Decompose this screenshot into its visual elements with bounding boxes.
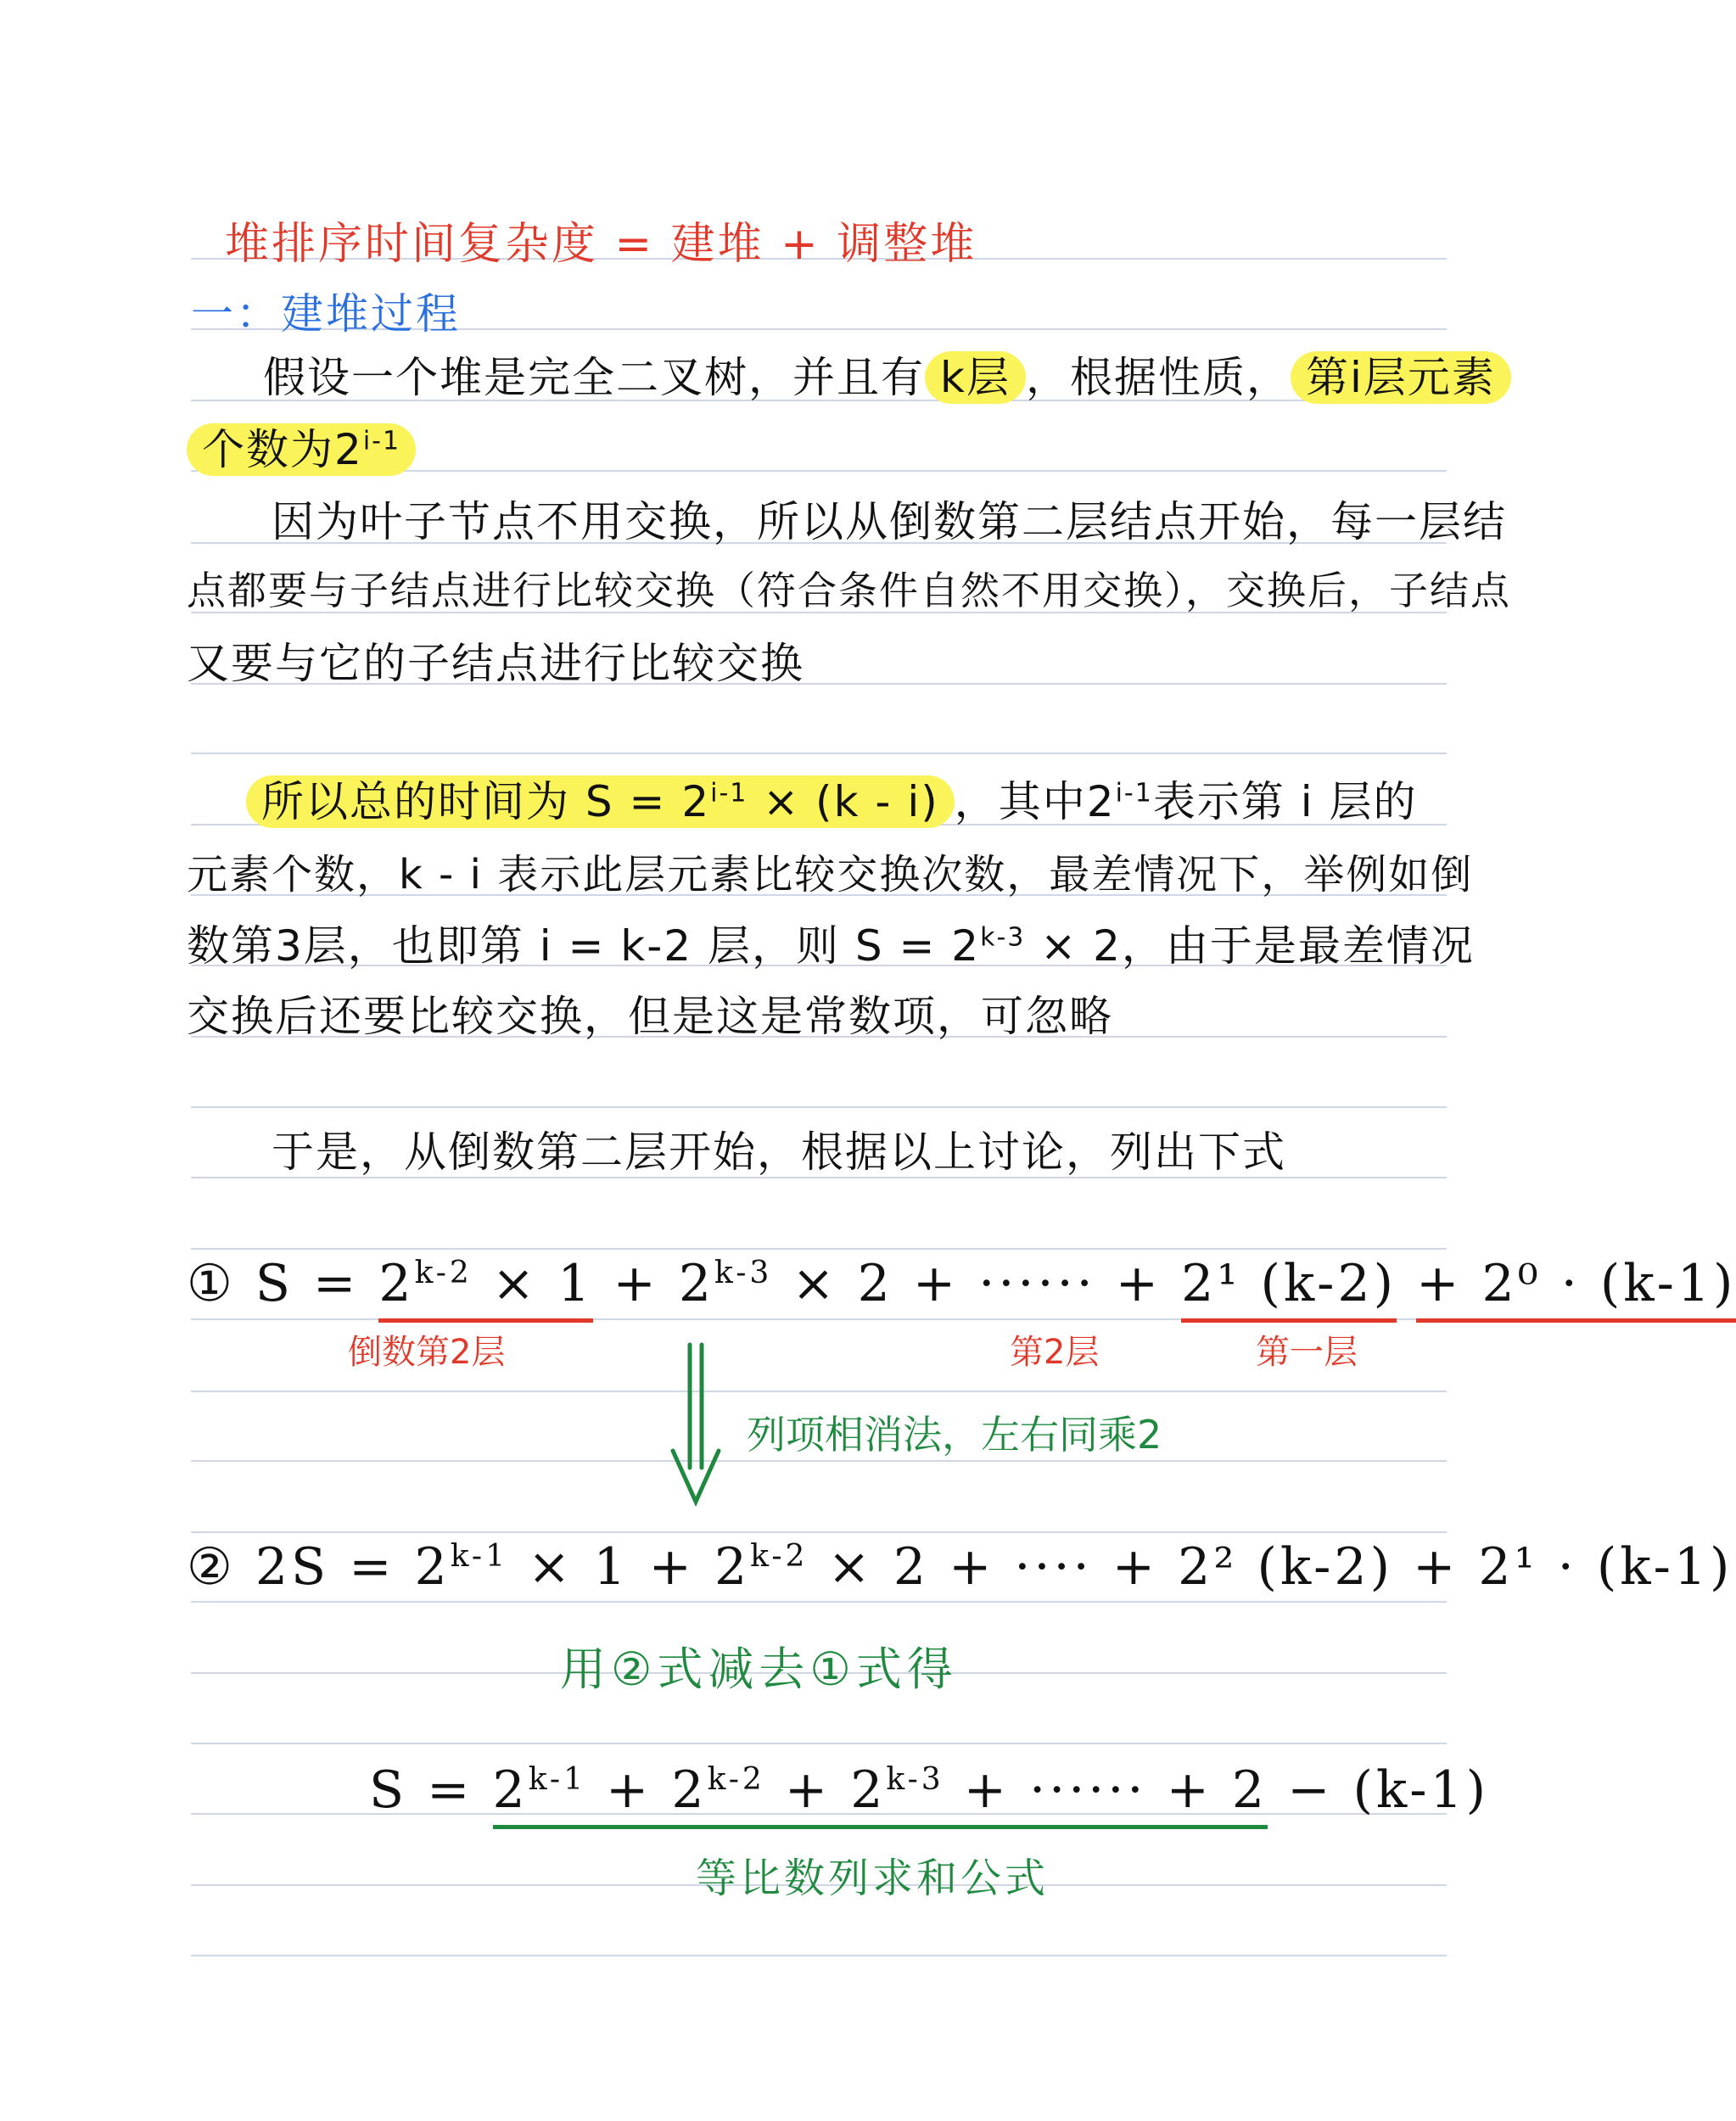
highlight-layer-i: 第i层元素 <box>1291 351 1511 404</box>
note-geometric-sum: 等比数列求和公式 <box>696 1855 1050 1902</box>
eq-label: ① S = <box>187 1254 379 1313</box>
eq1-term-first-layer: + 2⁰ · (k-1) <box>1416 1254 1736 1323</box>
exponent: k-1 <box>450 1539 508 1574</box>
text: ② 2S = 2 <box>187 1537 451 1597</box>
page-title: 堆排序时间复杂度 = 建堆 + 调整堆 <box>225 219 977 270</box>
eq-label: S = <box>369 1760 493 1820</box>
exponent: i-1 <box>1115 778 1153 809</box>
text: × 2，由于是最差情况 <box>1025 921 1475 971</box>
eq1-term-second-layer: 2¹ (k-2) <box>1181 1254 1397 1323</box>
exponent: i-1 <box>362 426 401 456</box>
text: 2 <box>492 1760 529 1820</box>
equation-2 <box>187 1537 1733 1597</box>
equation-1 <box>187 1254 1736 1313</box>
text: 所以总的时间为 S = 2 <box>261 777 711 826</box>
text: ，其中2 <box>954 777 1116 826</box>
text: 个数为2 <box>202 425 363 474</box>
text: − (k-1) <box>1268 1760 1490 1820</box>
paragraph-3-line-1 <box>246 768 1418 829</box>
text: + 2 <box>764 1760 887 1820</box>
text: × 2 + ···· + 2² (k-2) + 2¹ · (k-1) <box>808 1537 1733 1597</box>
paragraph-3-line-2: 元素个数，k - i 表示此层元素比较交换次数，最差情况下，举例如倒 <box>187 851 1474 898</box>
exponent: k-3 <box>714 1256 773 1290</box>
highlight-count <box>187 423 416 476</box>
paragraph-2-line-2: 点都要与子结点进行比较交换（符合条件自然不用交换），交换后，子结点 <box>187 568 1511 613</box>
text: 2 <box>378 1254 415 1313</box>
paragraph-1-line-1 <box>263 344 1511 405</box>
equation-3 <box>369 1760 1489 1820</box>
text: ，根据性质， <box>1025 353 1291 402</box>
exponent: k-2 <box>750 1539 809 1574</box>
text: + 2 <box>593 1254 715 1313</box>
exponent: k-3 <box>980 922 1026 953</box>
exponent: k-2 <box>707 1762 765 1797</box>
exponent: k-1 <box>528 1762 586 1797</box>
down-arrow-icon <box>666 1340 725 1510</box>
note-method: 列项相消法，左右同乘2 <box>747 1412 1162 1458</box>
text: 表示第 i 层的 <box>1152 777 1418 826</box>
exponent: i-1 <box>710 778 748 809</box>
text: + ······ + 2 <box>944 1760 1268 1820</box>
eq1-term-1 <box>378 1254 593 1323</box>
text: × 1 + 2 <box>507 1537 751 1597</box>
paragraph-4: 于是，从倒数第二层开始，根据以上讨论，列出下式 <box>272 1128 1286 1177</box>
text: 数第3层，也即第 i = k-2 层，则 S = 2 <box>187 921 981 971</box>
paragraph-2-line-3: 又要与它的子结点进行比较交换 <box>187 639 804 688</box>
paragraph-1-line-2 <box>187 416 416 477</box>
geometric-series-terms <box>493 1760 1268 1829</box>
note-second-layer: 第2层 <box>1010 1333 1100 1372</box>
note-subtract: 用②式减去①式得 <box>560 1643 958 1696</box>
text: × 1 <box>472 1254 594 1313</box>
exponent: k-2 <box>414 1256 473 1290</box>
text: + 2 <box>585 1760 708 1820</box>
exponent: k-3 <box>886 1762 944 1797</box>
note-first-layer: 第一层 <box>1256 1333 1358 1372</box>
paragraph-3-line-4: 交换后还要比较交换，但是这是常数项，可忽略 <box>187 992 1113 1041</box>
note-daoshu-second: 倒数第2层 <box>348 1333 506 1372</box>
paragraph-3-line-3 <box>187 912 1475 973</box>
highlight-k-layers: k层 <box>925 351 1026 404</box>
highlight-total-time <box>246 775 955 828</box>
text: 假设一个堆是完全二叉树，并且有 <box>263 353 925 402</box>
section-heading: 一：建堆过程 <box>191 289 461 339</box>
paragraph-2-line-1: 因为叶子节点不用交换，所以从倒数第二层结点开始，每一层结 <box>272 497 1507 546</box>
text: × 2 + ······ + <box>772 1254 1182 1313</box>
text: × (k - i) <box>748 777 939 826</box>
